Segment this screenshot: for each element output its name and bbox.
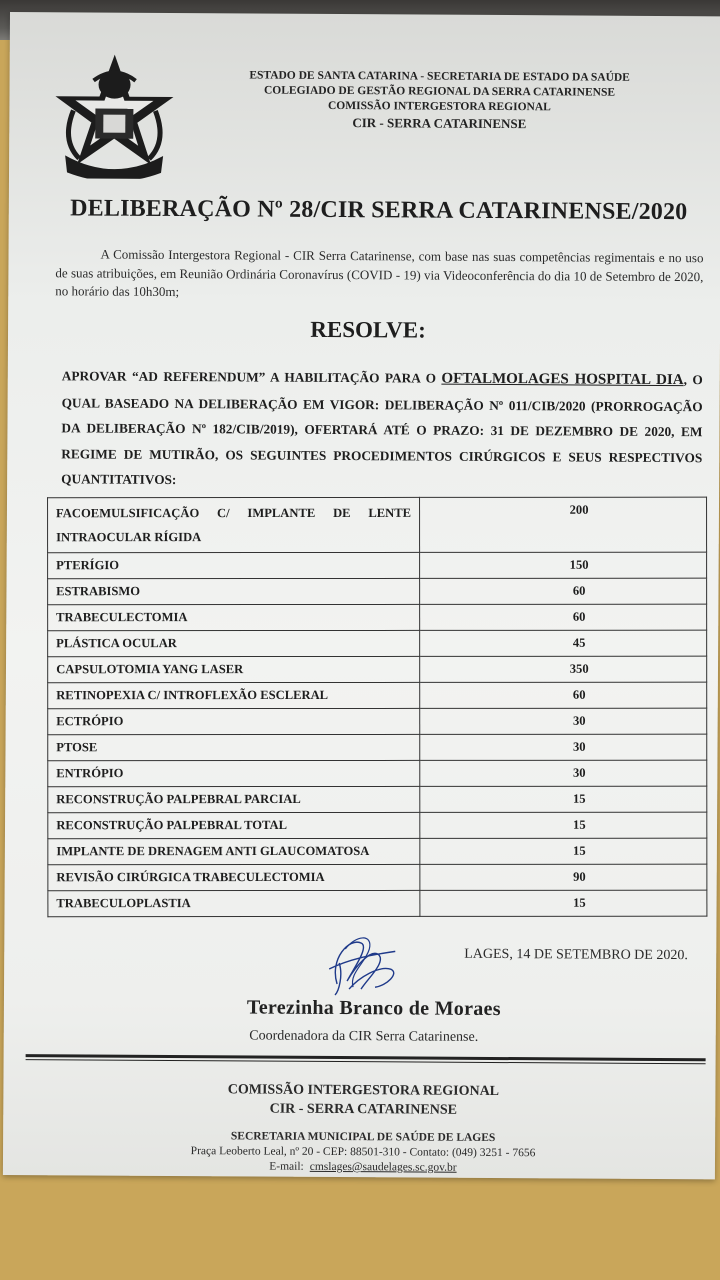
- table-row: [48, 656, 707, 683]
- procedure-name: RECONSTRUÇÃO PALPEBRAL PARCIAL: [48, 786, 420, 812]
- document-title: DELIBERAÇÃO Nº 28/CIR SERRA CATARINENSE/2020: [70, 195, 688, 226]
- state-coat-of-arms-icon: [43, 50, 186, 179]
- handwritten-signature: [309, 929, 409, 1000]
- table-row: [48, 890, 707, 917]
- procedure-quantity: 30: [420, 734, 707, 760]
- footer-line-2: CIR - SERRA CATARINENSE: [269, 1101, 458, 1118]
- procedure-name: PTERÍGIO: [48, 552, 420, 578]
- procedure-quantity: 60: [420, 604, 707, 630]
- table-row: [48, 812, 707, 839]
- procedure-quantity: 15: [420, 812, 707, 838]
- resolution-text-2: , O QUAL BASEADO NA DELIBERAÇÃO EM VIGOR: DELIBERAÇÃO Nº 011/CIB/2020 (PRORROGAÇÃO DA DELIBERAÇÃO Nº 182/CIB/2019), OFERTARÁ ATÉ O PRAZO: 31 DE DEZEMBRO DE 2020, EM REGIME DE MUTIRÃO, OS SEGUINTES PROCEDIMENTOS CIRÚRGICOS E SEUS RESPECTIVOS QUANTITATIVOS:: [61, 372, 703, 488]
- table-row: [48, 578, 707, 605]
- procedure-quantity: 150: [420, 552, 707, 578]
- email-link[interactable]: cmslages@saudelages.sc.gov.br: [309, 1160, 457, 1174]
- procedure-quantity: 15: [420, 838, 707, 864]
- procedure-name: TRABECULECTOMIA: [48, 604, 420, 630]
- procedure-name: RETINOPEXIA C/ INTROFLEXÃO ESCLERAL: [48, 682, 420, 708]
- table-row: [48, 630, 707, 657]
- procedure-name: PLÁSTICA OCULAR: [48, 630, 420, 656]
- letterhead: [179, 68, 699, 132]
- procedures-table: [47, 497, 707, 918]
- table-row: [48, 497, 707, 553]
- footer-line-1: COMISSÃO INTERGESTORA REGIONAL: [227, 1082, 500, 1100]
- table-row: [48, 604, 707, 631]
- email-label: E-mail:: [269, 1160, 304, 1173]
- procedure-name: FACOEMULSIFICAÇÃO C/ IMPLANTE DE LENTE INTRAOCULAR RÍGIDA: [48, 497, 420, 552]
- procedure-name: PTOSE: [48, 734, 420, 760]
- header-line-4: CIR - SERRA CATARINENSE: [352, 115, 527, 132]
- table-row: [48, 708, 707, 735]
- resolution-text-1: APROVAR “AD REFERENDUM” A HABILITAÇÃO PARA O: [61, 368, 442, 386]
- location-date: LAGES, 14 DE SETEMBRO DE 2020.: [464, 946, 688, 964]
- table-row: [48, 760, 707, 787]
- procedure-quantity: 60: [420, 682, 707, 708]
- table-row: [48, 734, 707, 761]
- procedure-name: ECTRÓPIO: [48, 708, 420, 734]
- header-line-1: ESTADO DE SANTA CATARINA - SECRETARIA DE ESTADO DA SAÚDE: [249, 69, 630, 84]
- footer-email-line: [3, 1158, 720, 1177]
- header-line-3: COMISSÃO INTERGESTORA REGIONAL: [327, 99, 551, 114]
- procedure-name: TRABECULOPLASTIA: [48, 890, 420, 916]
- document-page: [3, 12, 720, 1179]
- procedure-quantity: 350: [420, 656, 707, 682]
- header-line-2: COLEGIADO DE GESTÃO REGIONAL DA SERRA CATARINENSE: [263, 84, 616, 99]
- procedure-name: REVISÃO CIRÚRGICA TRABECULECTOMIA: [48, 864, 420, 890]
- table-row: [48, 552, 707, 579]
- procedure-name: CAPSULOTOMIA YANG LASER: [48, 656, 420, 682]
- hospital-name: OFTALMOLAGES HOSPITAL DIA: [441, 370, 684, 389]
- procedure-name: ESTRABISMO: [48, 578, 420, 604]
- table-row: [48, 786, 707, 813]
- table-row: [48, 864, 707, 891]
- footer: [3, 1079, 720, 1177]
- footer-address: Praça Leoberto Leal, nº 20 - CEP: 88501-310 - Contato: (049) 3251 - 7656: [190, 1145, 536, 1160]
- resolve-heading: RESOLVE:: [310, 316, 426, 343]
- procedure-name: RECONSTRUÇÃO PALPEBRAL TOTAL: [48, 812, 420, 838]
- table-row: [48, 682, 707, 709]
- procedure-quantity: 30: [420, 760, 707, 786]
- procedure-name: IMPLANTE DE DRENAGEM ANTI GLAUCOMATOSA: [48, 838, 420, 864]
- signer-role: Coordenadora da CIR Serra Catarinense.: [249, 1028, 479, 1045]
- intro-paragraph: A Comissão Intergestora Regional - CIR Serra Catarinense, com base nas suas competências regimentais e no uso de suas atribuições, em Reunião Ordinária Coronavírus (COVID - 19) via Videoconferência do dia 10 de Setembro de 2020, no horário das 10h30m;: [55, 246, 704, 300]
- procedure-quantity: 60: [420, 578, 707, 604]
- procedure-quantity: 90: [420, 864, 707, 890]
- procedure-quantity: 15: [420, 890, 707, 916]
- resolution-paragraph: [61, 363, 703, 495]
- procedure-quantity: 45: [420, 630, 707, 656]
- procedure-quantity: 15: [420, 786, 707, 812]
- table-row: [48, 838, 707, 865]
- procedure-name: ENTRÓPIO: [48, 760, 420, 786]
- procedure-quantity: 200: [420, 497, 707, 552]
- footer-line-3: SECRETARIA MUNICIPAL DE SAÚDE DE LAGES: [230, 1130, 496, 1144]
- procedure-quantity: 30: [420, 708, 707, 734]
- signer-name: Terezinha Branco de Moraes: [246, 996, 501, 1021]
